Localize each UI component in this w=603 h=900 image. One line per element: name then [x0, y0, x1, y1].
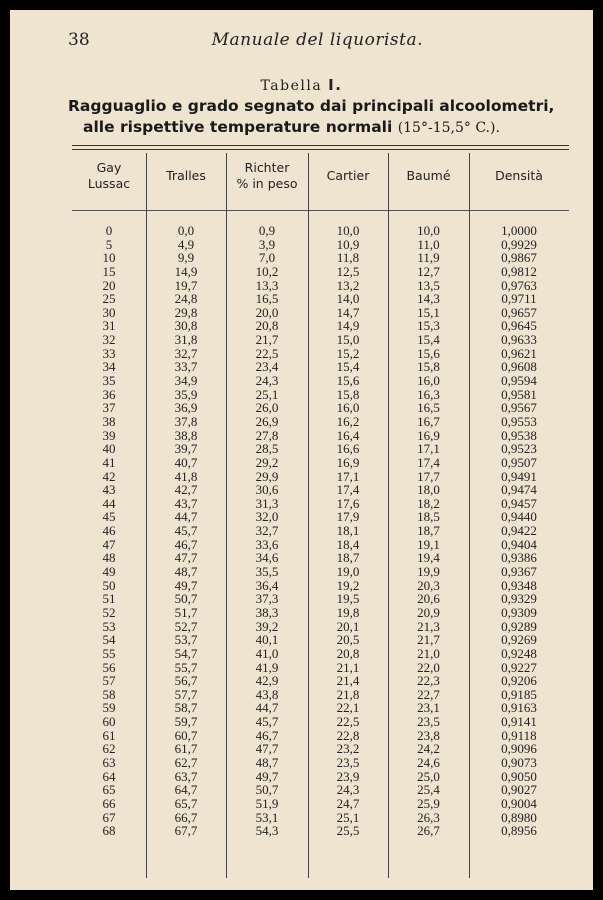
table-cell: 65,7 — [174, 795, 198, 811]
table-cell: 0,9309 — [501, 604, 537, 620]
table-cell: 67 — [102, 809, 116, 825]
table-cell: 57,7 — [174, 686, 198, 702]
table-cell: 0,9248 — [501, 645, 537, 661]
table-cell: 30,6 — [255, 482, 279, 498]
table-cell: 15,3 — [417, 318, 440, 334]
table-cell: 63,7 — [174, 768, 198, 784]
table-cell: 19,0 — [336, 564, 360, 580]
table-cell: 29,2 — [255, 454, 279, 470]
table-cell: 45 — [102, 509, 116, 525]
table-top-rule-inner — [72, 149, 569, 150]
table-cell: 16,5 — [255, 291, 279, 307]
table-cell: 26,9 — [255, 413, 279, 429]
table-cell: 14,7 — [336, 304, 360, 320]
table-cell: 55 — [102, 645, 116, 661]
table-cell: 0,9657 — [501, 304, 537, 320]
table-cell: 16,9 — [417, 427, 440, 443]
table-cell: 58,7 — [174, 700, 198, 716]
table-cell: 49,7 — [174, 577, 198, 593]
table-cell: 23,5 — [336, 754, 360, 770]
table-cell: 39 — [102, 427, 116, 443]
column-header-densita: Densità — [495, 168, 543, 183]
table-cell: 11,9 — [417, 250, 440, 266]
table-cell: 10 — [102, 250, 116, 266]
table-cell: 23,5 — [417, 714, 440, 730]
table-cell: 29,9 — [255, 468, 279, 484]
table-cell: 13,3 — [255, 277, 279, 293]
table-cell: 15,2 — [336, 345, 360, 361]
table-cell: 23,4 — [255, 359, 279, 375]
table-cell: 46,7 — [255, 727, 279, 743]
table-cell: 24,8 — [174, 291, 198, 307]
table-cell: 10,9 — [336, 236, 360, 252]
table-cell: 50,7 — [174, 591, 198, 607]
table-cell: 20,0 — [255, 304, 279, 320]
table-cell: 39,7 — [174, 441, 198, 457]
table-cell: 35,9 — [174, 386, 198, 402]
table-cell: 0,9594 — [501, 373, 537, 389]
table-cell: 0,9474 — [501, 482, 537, 498]
table-cell: 0,9812 — [501, 263, 537, 279]
table-cell: 64,7 — [174, 782, 198, 798]
table-cell: 0,9763 — [501, 277, 537, 293]
table-cell: 62 — [102, 741, 116, 757]
table-label — [10, 76, 593, 94]
table-cell: 13,2 — [336, 277, 360, 293]
table-cell: 10,0 — [417, 223, 440, 238]
table-cell: 66 — [102, 795, 116, 811]
table-title-temperature: (15°-15,5° C.). — [397, 120, 500, 136]
table-cell: 46,7 — [174, 536, 198, 552]
table-cell: 16,6 — [336, 441, 360, 457]
table-cell: 38,8 — [174, 427, 198, 443]
table-cell: 0,9269 — [501, 632, 537, 648]
table-cell: 25,1 — [336, 809, 360, 825]
table-cell: 54,3 — [255, 823, 279, 839]
table-cell: 16,2 — [336, 413, 360, 429]
table-cell: 26,3 — [417, 809, 440, 825]
table-cell: 19,5 — [336, 591, 360, 607]
table-cell: 51,9 — [255, 795, 279, 811]
table-cell: 0,9553 — [501, 413, 537, 429]
table-cell: 0,9227 — [501, 659, 537, 675]
table-cell: 0,9457 — [501, 495, 537, 511]
table-cell: 41 — [102, 454, 116, 470]
table-cell: 57 — [102, 673, 116, 689]
table-cell: 18,7 — [417, 523, 440, 539]
table-cell: 11,0 — [417, 236, 440, 252]
table-cell: 58 — [102, 686, 116, 702]
table-cell: 53,7 — [174, 632, 198, 648]
table-cell: 14,3 — [417, 291, 440, 307]
column-header-richter: Richter % in peso — [236, 160, 298, 191]
table-cell: 17,7 — [417, 468, 440, 484]
table-cell: 4,9 — [177, 236, 195, 252]
table-title — [68, 96, 568, 139]
table-cell: 3,9 — [258, 236, 276, 252]
table-cell: 22,7 — [417, 686, 440, 702]
table-cell: 16,0 — [336, 400, 360, 416]
table-cell: 17,4 — [336, 482, 360, 498]
column-gay-lussac — [72, 224, 146, 838]
table-cell: 19,9 — [417, 564, 440, 580]
column-richter — [226, 224, 308, 838]
table-cell: 65 — [102, 782, 116, 798]
column-header-cartier: Cartier — [326, 168, 370, 183]
table-cell: 0,9118 — [501, 727, 537, 743]
table-cell: 64 — [102, 768, 116, 784]
table-cell: 13,5 — [417, 277, 440, 293]
table-cell: 0,8980 — [501, 809, 537, 825]
table-cell: 14,9 — [336, 318, 360, 334]
table-cell: 44,7 — [255, 700, 279, 716]
table-cell: 23,8 — [417, 727, 440, 743]
column-header-baume: Baumé — [406, 168, 451, 183]
table-cell: 20,5 — [336, 632, 360, 648]
table-cell: 20,8 — [255, 318, 279, 334]
table-cell: 40 — [102, 441, 116, 457]
table-cell: 48,7 — [174, 564, 198, 580]
table-cell: 15,0 — [336, 332, 360, 348]
table-cell: 16,0 — [417, 373, 440, 389]
table-cell: 28,5 — [255, 441, 279, 457]
table-cell: 17,1 — [417, 441, 440, 457]
table-cell: 16,4 — [336, 427, 360, 443]
table-cell: 0,9581 — [501, 386, 537, 402]
table-cell: 20,6 — [417, 591, 440, 607]
table-cell: 54,7 — [174, 645, 198, 661]
table-cell: 35,5 — [255, 564, 279, 580]
column-baume — [388, 224, 469, 838]
table-cell: 29,8 — [174, 304, 198, 320]
page-number: 38 — [68, 30, 90, 50]
table-cell: 25,9 — [417, 795, 440, 811]
table-cell: 14,0 — [336, 291, 360, 307]
table-cell: 10,0 — [336, 223, 360, 238]
table-cell: 21,3 — [417, 618, 440, 634]
table-cell: 44 — [102, 495, 116, 511]
table-cell: 41,0 — [255, 645, 279, 661]
table-cell: 0,9491 — [501, 468, 537, 484]
table-cell: 0,9367 — [501, 564, 537, 580]
table-cell: 0,9141 — [501, 714, 537, 730]
table-cell: 24,7 — [336, 795, 360, 811]
table-cell: 21,7 — [255, 332, 279, 348]
table-cell: 18,2 — [417, 495, 440, 511]
table-cell: 15,6 — [417, 345, 440, 361]
column-header-gay-lussac: Gay Lussac — [87, 160, 131, 191]
column-tralles — [146, 224, 226, 838]
table-cell: 41,9 — [255, 659, 279, 675]
table-cell: 45,7 — [255, 714, 279, 730]
table-cell: 19,1 — [417, 536, 440, 552]
table-cell: 0,9507 — [501, 454, 537, 470]
table-cell: 32 — [102, 332, 116, 348]
table-cell: 59,7 — [174, 714, 198, 730]
table-cell: 55,7 — [174, 659, 198, 675]
table-cell: 0,9096 — [501, 741, 537, 757]
table-cell: 22,5 — [255, 345, 279, 361]
table-cell: 34,9 — [174, 373, 198, 389]
table-cell: 45,7 — [174, 523, 198, 539]
table-cell: 18,1 — [336, 523, 360, 539]
table-cell: 0,9645 — [501, 318, 537, 334]
table-cell: 0,9404 — [501, 536, 537, 552]
table-cell: 52,7 — [174, 618, 198, 634]
table-cell: 24,6 — [417, 754, 440, 770]
table-cell: 33,7 — [174, 359, 198, 375]
table-cell: 60 — [102, 714, 116, 730]
table-cell: 49,7 — [255, 768, 279, 784]
table-cell: 24,3 — [255, 373, 279, 389]
table-cell: 0,9027 — [501, 782, 537, 798]
table-cell: 0,9621 — [501, 345, 537, 361]
table-cell: 32,0 — [255, 509, 279, 525]
table-cell: 1,0000 — [501, 223, 537, 238]
table-cell: 33,6 — [255, 536, 279, 552]
table-cell: 17,6 — [336, 495, 360, 511]
table-title-line2: alle rispettive temperature normali — [83, 118, 393, 136]
table-cell: 43,8 — [255, 686, 279, 702]
table-cell: 17,4 — [417, 454, 440, 470]
table-cell: 47,7 — [174, 550, 198, 566]
table-cell: 0,9440 — [501, 509, 537, 525]
table-cell: 0,9633 — [501, 332, 537, 348]
table-cell: 0,0 — [177, 223, 195, 238]
table-cell: 23,2 — [336, 741, 360, 757]
table-cell: 15 — [102, 263, 116, 279]
table-cell: 41,8 — [174, 468, 198, 484]
table-cell: 0,9929 — [501, 236, 537, 252]
table-cell: 43,7 — [174, 495, 198, 511]
table-cell: 24,3 — [336, 782, 360, 798]
table-cell: 36,9 — [174, 400, 198, 416]
table-cell: 17,1 — [336, 468, 360, 484]
table-cell: 36,4 — [255, 577, 279, 593]
table-cell: 26,7 — [417, 823, 440, 839]
table-cell: 12,5 — [336, 263, 360, 279]
table-cell: 21,4 — [336, 673, 360, 689]
table-cell: 60,7 — [174, 727, 198, 743]
table-cell: 61,7 — [174, 741, 198, 757]
table-cell: 61 — [102, 727, 116, 743]
table-cell: 62,7 — [174, 754, 198, 770]
table-cell: 37,8 — [174, 413, 198, 429]
table-cell: 56 — [102, 659, 116, 675]
table-cell: 9,9 — [177, 250, 195, 266]
table-cell: 16,7 — [417, 413, 440, 429]
table-cell: 42,9 — [255, 673, 279, 689]
table-cell: 25,0 — [417, 768, 440, 784]
table-cell: 37 — [102, 400, 116, 416]
running-title: Manuale del liquorista. — [211, 30, 423, 50]
table-cell: 0,9073 — [501, 754, 537, 770]
table-cell: 56,7 — [174, 673, 198, 689]
table-cell: 18,7 — [336, 550, 360, 566]
table-cell: 40,7 — [174, 454, 198, 470]
table-cell: 53,1 — [255, 809, 279, 825]
table-cell: 67,7 — [174, 823, 198, 839]
table-cell: 51,7 — [174, 604, 198, 620]
table-cell: 18,4 — [336, 536, 360, 552]
table-cell: 0,9206 — [501, 673, 537, 689]
table-cell: 16,5 — [417, 400, 440, 416]
table-cell: 0,9329 — [501, 591, 537, 607]
table-cell: 59 — [102, 700, 116, 716]
table-cell: 53 — [102, 618, 116, 634]
table-cell: 15,8 — [336, 386, 360, 402]
table-cell: 31 — [102, 318, 116, 334]
table-cell: 16,3 — [417, 386, 440, 402]
table-cell: 51 — [102, 591, 116, 607]
table-cell: 24,2 — [417, 741, 440, 757]
column-densita — [469, 224, 569, 838]
table-cell: 0,9163 — [501, 700, 537, 716]
table-cell: 0,9608 — [501, 359, 537, 375]
table-cell: 0,9867 — [501, 250, 537, 266]
table-cell: 18,0 — [417, 482, 440, 498]
table-cell: 19,2 — [336, 577, 360, 593]
book-page — [10, 10, 593, 890]
table-cell: 30,8 — [174, 318, 198, 334]
table-cell: 32,7 — [174, 345, 198, 361]
table-cell: 15,6 — [336, 373, 360, 389]
table-cell: 21,7 — [417, 632, 440, 648]
table-cell: 36 — [102, 386, 116, 402]
table-cell: 0 — [105, 223, 113, 238]
table-cell: 21,8 — [336, 686, 360, 702]
table-cell: 22,3 — [417, 673, 440, 689]
table-cell: 20,9 — [417, 604, 440, 620]
table-cell: 43 — [102, 482, 116, 498]
table-cell: 50,7 — [255, 782, 279, 798]
table-cell: 48,7 — [255, 754, 279, 770]
table-cell: 48 — [102, 550, 116, 566]
table-cell: 15,8 — [417, 359, 440, 375]
table-cell: 19,4 — [417, 550, 440, 566]
table-cell: 0,9567 — [501, 400, 537, 416]
table-cell: 16,9 — [336, 454, 360, 470]
table-cell: 34 — [102, 359, 116, 375]
table-cell: 12,7 — [417, 263, 440, 279]
table-cell: 17,9 — [336, 509, 360, 525]
table-cell: 15,1 — [417, 304, 440, 320]
table-cell: 21,0 — [417, 645, 440, 661]
table-title-line1: Ragguaglio e grado segnato dai principali alcoolometri, — [68, 97, 555, 115]
table-cell: 26,0 — [255, 400, 279, 416]
table-cell: 44,7 — [174, 509, 198, 525]
table-cell: 19,8 — [336, 604, 360, 620]
table-label-numeral: I. — [328, 76, 343, 94]
table-cell: 25 — [102, 291, 116, 307]
table-cell: 47,7 — [255, 741, 279, 757]
table-cell: 33 — [102, 345, 116, 361]
table-cell: 18,5 — [417, 509, 440, 525]
table-cell: 22,5 — [336, 714, 360, 730]
table-cell: 30 — [102, 304, 116, 320]
table-cell: 47 — [102, 536, 116, 552]
table-cell: 34,6 — [255, 550, 279, 566]
table-cell: 66,7 — [174, 809, 198, 825]
table-cell: 40,1 — [255, 632, 279, 648]
table-cell: 0,9 — [258, 223, 276, 238]
table-cell: 0,9050 — [501, 768, 537, 784]
table-cell: 31,3 — [255, 495, 279, 511]
table-cell: 15,4 — [336, 359, 360, 375]
table-cell: 23,1 — [417, 700, 440, 716]
table-cell: 21,1 — [336, 659, 360, 675]
table-cell: 25,4 — [417, 782, 440, 798]
table-cell: 0,9711 — [501, 291, 537, 307]
table-cell: 0,9185 — [501, 686, 537, 702]
table-top-rule — [72, 145, 569, 146]
table-cell: 20,8 — [336, 645, 360, 661]
table-cell: 25,5 — [336, 823, 360, 839]
table-cell: 10,2 — [255, 263, 279, 279]
table-cell: 68 — [102, 823, 116, 839]
table-cell: 0,9348 — [501, 577, 537, 593]
table-cell: 0,8956 — [501, 823, 537, 839]
table-cell: 0,9004 — [501, 795, 537, 811]
table-cell: 54 — [102, 632, 116, 648]
table-cell: 20 — [102, 277, 116, 293]
table-cell: 19,7 — [174, 277, 198, 293]
table-cell: 38 — [102, 413, 116, 429]
table-label-prefix: Tabella — [260, 78, 323, 94]
table-cell: 50 — [102, 577, 116, 593]
table-cell: 63 — [102, 754, 116, 770]
table-cell: 7,0 — [258, 250, 276, 266]
column-header-tralles: Tralles — [166, 168, 206, 183]
table-cell: 25,1 — [255, 386, 279, 402]
table-cell: 42,7 — [174, 482, 198, 498]
table-cell: 0,9538 — [501, 427, 537, 443]
table-cell: 22,1 — [336, 700, 360, 716]
table-cell: 32,7 — [255, 523, 279, 539]
table-cell: 39,2 — [255, 618, 279, 634]
table-cell: 52 — [102, 604, 116, 620]
table-cell: 20,3 — [417, 577, 440, 593]
table-cell: 0,9386 — [501, 550, 537, 566]
table-cell: 23,9 — [336, 768, 360, 784]
table-cell: 46 — [102, 523, 116, 539]
table-cell: 15,4 — [417, 332, 440, 348]
table-cell: 20,1 — [336, 618, 360, 634]
table-cell: 22,0 — [417, 659, 440, 675]
table-cell: 31,8 — [174, 332, 198, 348]
table-cell: 11,8 — [336, 250, 360, 266]
table-cell: 14,9 — [174, 263, 198, 279]
table-cell: 38,3 — [255, 604, 279, 620]
table-cell: 0,9523 — [501, 441, 537, 457]
column-cartier — [308, 224, 388, 838]
table-cell: 5 — [105, 236, 113, 252]
page-header — [68, 30, 568, 54]
table-cell: 22,8 — [336, 727, 360, 743]
table-cell: 42 — [102, 468, 116, 484]
table-cell: 35 — [102, 373, 116, 389]
table-cell: 0,9422 — [501, 523, 537, 539]
table-cell: 0,9289 — [501, 618, 537, 634]
table-cell: 49 — [102, 564, 116, 580]
table-cell: 37,3 — [255, 591, 279, 607]
table-cell: 27,8 — [255, 427, 279, 443]
